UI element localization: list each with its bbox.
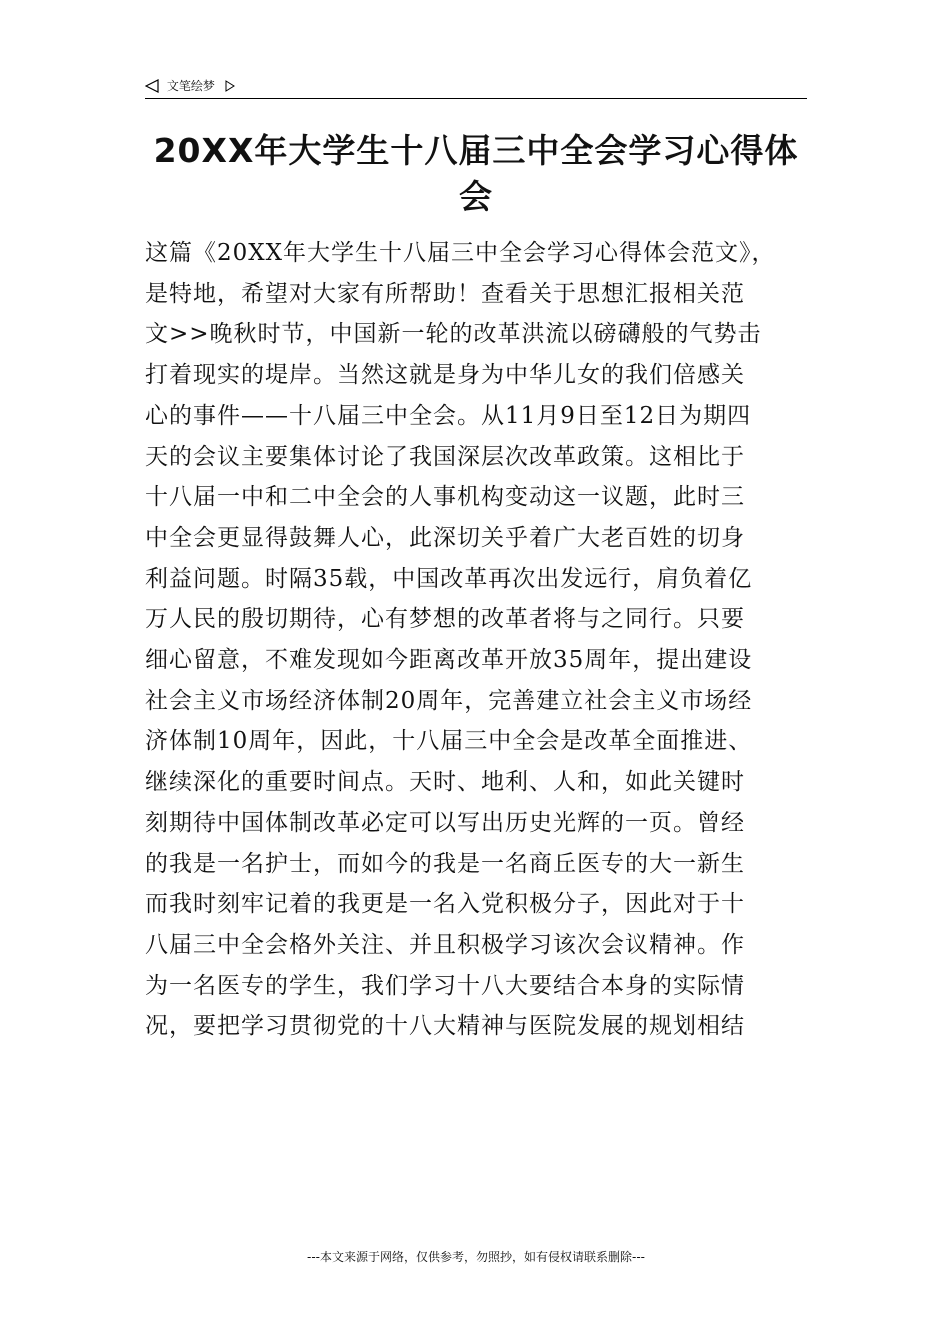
body-line: 文>>晚秋时节，中国新一轮的改革洪流以磅礴般的气势击 xyxy=(145,321,762,348)
body-line: 继续深化的重要时间点。天时、地利、人和，如此关键时 xyxy=(145,769,745,796)
header-divider xyxy=(145,98,807,99)
body-line: 是特地，希望对大家有所帮助！查看关于思想汇报相关范 xyxy=(145,280,745,307)
document-title xyxy=(145,128,807,220)
body-line: 天的会议主要集体讨论了我国深层次改革政策。这相比于 xyxy=(145,443,745,470)
body-line: 心的事件——十八届三中全会。从11月9日至12日为期四 xyxy=(145,402,752,429)
body-line: 万人民的殷切期待，心有梦想的改革者将与之同行。只要 xyxy=(145,606,745,633)
body-line: 打着现实的堤岸。当然这就是身为中华儿女的我们倍感关 xyxy=(145,362,745,389)
body-line: 为一名医专的学生，我们学习十八大要结合本身的实际情 xyxy=(145,972,745,999)
triangle-left-outline-icon xyxy=(145,79,159,93)
body-line: 而我时刻牢记着的我更是一名入党积极分子，因此对于十 xyxy=(145,891,745,918)
title-line-1: 20XX年大学生十八届三中全会学习心得体 xyxy=(153,131,799,170)
document-body xyxy=(145,233,815,1047)
body-line: 况，要把学习贯彻党的十八大精神与医院发展的规划相结 xyxy=(145,1013,745,1040)
body-line: 中全会更显得鼓舞人心，此深切关乎着广大老百姓的切身 xyxy=(145,524,745,551)
page-header xyxy=(145,74,807,98)
body-line: 八届三中全会格外关注、并且积极学习该次会议精神。作 xyxy=(145,931,745,958)
body-line: 的我是一名护士，而如今的我是一名商丘医专的大一新生 xyxy=(145,850,745,877)
body-line: 社会主义市场经济体制20周年，完善建立社会主义市场经 xyxy=(145,687,753,714)
body-line: 刻期待中国体制改革必定可以写出历史光辉的一页。曾经 xyxy=(145,809,745,836)
body-line: 济体制10周年，因此，十八届三中全会是改革全面推进、 xyxy=(145,728,753,755)
body-line: 利益问题。时隔35载，中国改革再次出发远行，肩负着亿 xyxy=(145,565,753,592)
body-line: 十八届一中和二中全会的人事机构变动这一议题，此时三 xyxy=(145,484,745,511)
triangle-right-outline-icon xyxy=(225,80,235,92)
page-footer: ---本文来源于网络，仅供参考，勿照抄，如有侵权请联系删除--- xyxy=(307,1250,645,1264)
body-line: 细心留意，不难发现如今距离改革开放35周年，提出建设 xyxy=(145,647,753,674)
header-brand: 文笔绘梦 xyxy=(166,78,215,93)
title-line-2: 会 xyxy=(459,177,493,216)
body-line: 这篇《20XX年大学生十八届三中全会学习心得体会范文》， xyxy=(145,240,776,266)
